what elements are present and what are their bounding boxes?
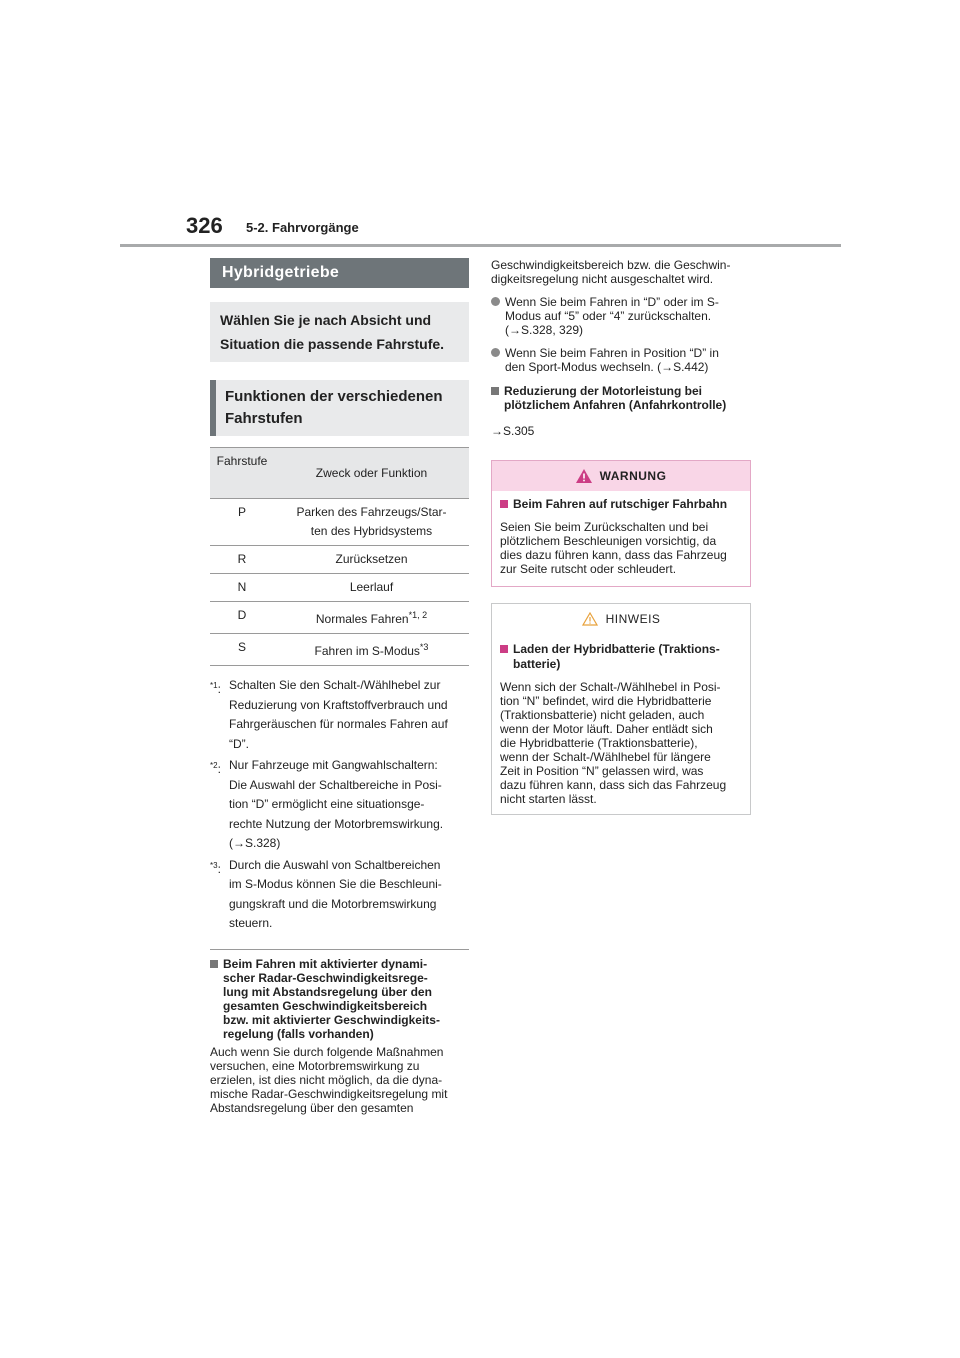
bullet-dot-icon bbox=[491, 348, 500, 357]
footnote-text: Schalten Sie den Schalt-/Wählhebel zur Reduzierung von Kraftstoffverbrauch und Fahrgeräuschen für normales Fahren auf “D”. bbox=[229, 678, 448, 751]
table-row bbox=[210, 634, 469, 666]
hinweis-header bbox=[492, 604, 750, 634]
list-item: Wenn Sie beim Fahren in “D” oder im S- Modus auf “5” oder “4” zurückschalten. (→S.328, 329) bbox=[491, 295, 751, 337]
cell-sup: *3 bbox=[419, 642, 429, 652]
table-row bbox=[210, 602, 469, 634]
warning-triangle-icon bbox=[576, 469, 592, 483]
table-row bbox=[210, 546, 469, 574]
table-row bbox=[210, 574, 469, 602]
warning-box bbox=[491, 460, 751, 587]
footnote bbox=[210, 676, 469, 754]
cell-text: Fahren im S-Modus bbox=[314, 644, 420, 658]
footnote-mark: $^{*2}$: bbox=[210, 761, 221, 776]
footnotes bbox=[210, 676, 469, 934]
cell-line: ten des Hybridsystems bbox=[310, 524, 433, 538]
warning-heading: Beim Fahren auf rutschiger Fahrbahn bbox=[500, 497, 742, 511]
table-header-cell: Fahrstufe bbox=[210, 448, 274, 499]
hinweis-heading: Laden der Hybridbatterie (Traktions- batterie) bbox=[500, 642, 742, 672]
table-cell-funktion bbox=[274, 602, 469, 634]
header-rule bbox=[120, 244, 841, 247]
footnote bbox=[210, 856, 469, 934]
note-heading: Reduzierung der Motorleistung bei plötzlichem Anfahren (Anfahrkontrolle) bbox=[491, 384, 751, 412]
table-cell-stufe: P bbox=[210, 499, 274, 546]
continued-text: Geschwindigkeitsbereich bzw. die Geschwin- digkeitsregelung nicht ausgeschaltet wird. bbox=[491, 258, 731, 286]
hinweis-box bbox=[491, 603, 751, 815]
footnote-text: Nur Fahrzeuge mit Gangwahlschaltern: Die Auswahl der Schaltbereiche in Posi- tion “D” ermöglicht eine situationsge- rechte Nutzung der Motorbremswirkung. (→S.328) bbox=[229, 758, 444, 850]
cell-text: Normales Fahren bbox=[315, 612, 409, 626]
table-cell-stufe: N bbox=[210, 574, 274, 602]
table-header-cell: Zweck oder Funktion bbox=[274, 448, 469, 499]
table-cell-funktion bbox=[274, 499, 469, 546]
square-bullet-icon bbox=[210, 960, 218, 968]
footnote bbox=[210, 756, 469, 854]
page-number: 326 bbox=[186, 213, 223, 238]
list-item: Wenn Sie beim Fahren in Position “D” in den Sport-Modus wechseln. (→S.442) bbox=[491, 346, 751, 374]
shift-table bbox=[210, 447, 469, 666]
square-bullet-icon bbox=[500, 645, 508, 653]
footnote-mark: $^{*3}$: bbox=[210, 860, 221, 876]
hinweis-body bbox=[492, 634, 750, 814]
section-title: 5-2. Fahrvorgänge bbox=[246, 220, 359, 235]
table-cell-funktion: Zurücksetzen bbox=[274, 546, 469, 574]
table-cell-stufe: S bbox=[210, 634, 274, 666]
right-column bbox=[491, 258, 751, 815]
page-reference: →S.305 bbox=[491, 424, 535, 438]
cell-sup: *1, 2 bbox=[408, 610, 428, 620]
divider bbox=[210, 949, 469, 950]
caution-triangle-icon bbox=[582, 612, 598, 626]
square-bullet-icon bbox=[500, 500, 508, 508]
bullet-dot-icon bbox=[491, 297, 500, 306]
note-text: Auch wenn Sie durch folgende Maßnahmen versuchen, eine Motorbremswirkung zu erzielen, ist dies nicht möglich, da die dyna- mische Radar-Geschwindigkeitsregelung mit Abstandsregelung über den gesamten bbox=[210, 1044, 448, 1115]
warning-label: WARNUNG bbox=[599, 469, 667, 483]
square-bullet-icon bbox=[491, 387, 499, 395]
intro-box: Wählen Sie je nach Absicht und Situation die passende Fahrstufe. bbox=[210, 302, 469, 362]
subheading: Funktionen der verschiedenen Fahrstufen bbox=[210, 380, 469, 436]
warning-text: Seien Sie beim Zurückschalten und bei plötzlichem Beschleunigen vorsichtig, da dies dazu führen kann, dass das Fahrzeug zur Seite rutscht oder schleudert. bbox=[500, 520, 727, 576]
table-header-row bbox=[210, 448, 469, 499]
table-cell-funktion bbox=[274, 634, 469, 666]
table-cell-stufe: R bbox=[210, 546, 274, 574]
warning-body bbox=[492, 491, 750, 586]
table-cell-stufe: D bbox=[210, 602, 274, 634]
footnote-text: Durch die Auswahl von Schaltbereichen im S-Modus können Sie die Beschleuni- gungskraft und die Motorbremswirkung steuern. bbox=[229, 857, 442, 930]
hinweis-text: Wenn sich der Schalt-/Wählhebel in Posi- tion “N” befindet, wird die Hybridbatterie (Traktionsbatterie) nicht geladen, auch wenn der Motor läuft. Daher entlädt sich die Hybridbatterie (Traktionsbatterie), wenn der Schalt-/Wählhebel für längere Zeit in Position “N” gelassen wird, was dazu führen kann, dass sich das Fahrzeug nicht starten lässt. bbox=[500, 680, 727, 806]
warning-header bbox=[492, 461, 750, 491]
table-row bbox=[210, 499, 469, 546]
hinweis-label: HINWEIS bbox=[605, 612, 661, 626]
footnote-mark: $^{*1}$: bbox=[210, 681, 221, 696]
page-title: Hybridgetriebe bbox=[210, 258, 469, 288]
table-cell-funktion: Leerlauf bbox=[274, 574, 469, 602]
left-column bbox=[210, 258, 469, 1115]
note-heading: Beim Fahren mit aktivierter dynami- scher Radar-Geschwindigkeitsrege- lung mit Abstandsregelung über den gesamten Geschwindigkeitsbereich bzw. mit aktivierter Geschwindigkeits- regelung (falls vorhanden) bbox=[210, 957, 469, 1041]
cell-line: Parken des Fahrzeugs/Star- bbox=[296, 505, 447, 519]
